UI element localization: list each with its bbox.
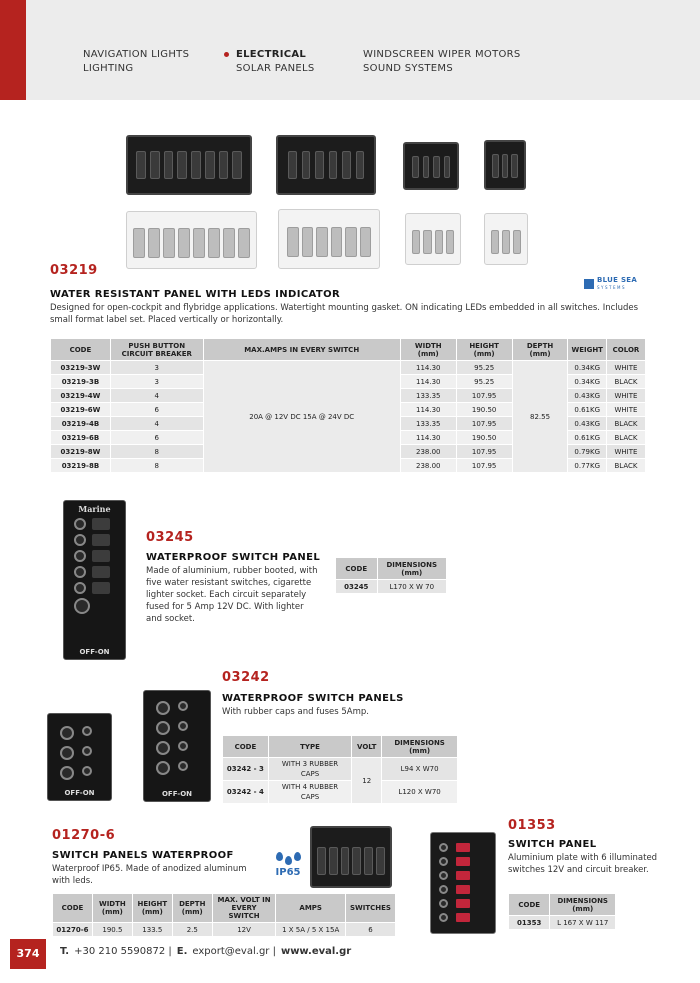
- col-header-dimensions: DIMENSIONS (mm): [377, 558, 446, 580]
- product-desc-03242: With rubber caps and fuses 5Amp.: [222, 707, 369, 717]
- table-row: 03219-6W 6 114.30 190.50 0.61KG WHITE: [51, 403, 646, 417]
- blue-sea-logo: [584, 277, 650, 291]
- col-header-code: CODE: [336, 558, 378, 580]
- brand-sub: SYSTEMS: [597, 285, 626, 290]
- page-number: 374: [16, 947, 40, 960]
- product-image-03242-3: [47, 713, 112, 801]
- nav-column-2: [236, 48, 315, 76]
- panel-image-3-switch-white: [484, 213, 528, 265]
- product-code-03245: 03245: [146, 530, 194, 545]
- amps-merged-cell: 20A @ 12V DC 15A @ 24V DC: [203, 361, 400, 473]
- col-header-height: HEIGHT (mm): [132, 894, 172, 923]
- table-row: 03219-4W 4 133.35 107.95 0.43KG WHITE: [51, 389, 646, 403]
- volt-merged-cell: 12: [352, 758, 382, 804]
- panel-image-8-switch-white: [126, 211, 257, 269]
- table-row: 03219-3W 3 20A @ 12V DC 15A @ 24V DC 114.30 95.25 82.55 0.34KG WHITE: [51, 361, 646, 375]
- table-row: 03219-8W 8 238.00 107.95 0.79KG WHITE: [51, 445, 646, 459]
- image-label-marine: Marine: [78, 504, 111, 514]
- col-header-height: HEIGHT (mm): [456, 339, 512, 361]
- spec-table-03242: [222, 735, 458, 804]
- product-desc-01353: Aluminium plate with 6 illuminated switches 12V and circuit breaker.: [508, 853, 658, 875]
- nav-link-solar-panels[interactable]: SOLAR PANELS: [236, 63, 315, 74]
- product-desc-03219: Designed for open-cockpit and flybridge applications. Watertight mounting gasket. ON indicating LEDs embedded in all switches. Includes small format label set. Placed vertically or horizontally.: [50, 303, 639, 325]
- col-header-max-volt: MAX. VOLT IN EVERY SWITCH: [212, 894, 276, 923]
- product-title-03242: WATERPROOF SWITCH PANELS: [222, 693, 404, 704]
- product-image-01270-6: [310, 826, 392, 888]
- product-code-01353: 01353: [508, 818, 556, 833]
- product-code-01270-6: 01270-6: [52, 828, 116, 843]
- col-header-code: CODE: [53, 894, 93, 923]
- table-row: 01353 L 167 X W 117: [509, 916, 616, 930]
- table-row: 03219-8B 8 238.00 107.95 0.77KG BLACK: [51, 459, 646, 473]
- image-label-off-on: OFF-ON: [64, 789, 95, 797]
- website-link[interactable]: www.eval.gr: [280, 946, 352, 957]
- nav-link-navigation-lights[interactable]: NAVIGATION LIGHTS: [83, 49, 190, 60]
- panel-image-4-switch-black: [403, 142, 459, 190]
- product-code-03242: 03242: [222, 670, 270, 685]
- col-header-code: CODE: [509, 894, 550, 916]
- col-header-amps: MAX.AMPS IN EVERY SWITCH: [203, 339, 400, 361]
- water-drops-icon: [273, 852, 303, 865]
- col-header-dimensions: DIMENSIONS (mm): [382, 736, 458, 758]
- col-header-width: WIDTH (mm): [92, 894, 132, 923]
- tel-label: T.: [60, 946, 70, 957]
- email-link[interactable]: export@eval.gr |: [192, 946, 276, 957]
- col-header-amps: AMPS: [276, 894, 346, 923]
- brand-name: BLUE SEA: [597, 276, 638, 284]
- panel-image-3-switch-black: [484, 140, 526, 190]
- product-desc-01270-6: Waterproof IP65. Made of anodized aluminum with leds.: [52, 864, 247, 886]
- product-desc-03245: Made of aluminium, rubber booted, with five water resistant switches, cigarette lighter socket. Each circuit separately fused for 5 Amp 12V DC. With lighter and socket.: [146, 566, 318, 624]
- panel-image-6-switch-black: [276, 135, 376, 195]
- table-row: 03219-4B 4 133.35 107.95 0.43KG BLACK: [51, 417, 646, 431]
- ip65-label: IP65: [275, 867, 301, 878]
- col-header-depth: DEPTH (mm): [512, 339, 568, 361]
- table-row: 03245 L170 X W 70: [336, 580, 447, 594]
- blue-sea-logo-icon: [584, 279, 594, 289]
- product-image-01353: [430, 832, 496, 934]
- nav-link-sound-systems[interactable]: SOUND SYSTEMS: [363, 63, 454, 74]
- nav-link-electrical[interactable]: ELECTRICAL: [236, 49, 307, 60]
- panel-image-6-switch-white: [278, 209, 380, 269]
- col-header-type: TYPE: [268, 736, 351, 758]
- ip65-badge: [273, 852, 303, 886]
- image-label-off-on: OFF-ON: [79, 648, 110, 656]
- table-row: 03242 - 3 WITH 3 RUBBER CAPS 12 L94 X W70: [223, 758, 458, 781]
- col-header-color: COLOR: [606, 339, 645, 361]
- section-marker: [0, 0, 26, 100]
- table-row: 01270-6 190.5 133.5 2.5 12V 1 X 5A / 5 X 15A 6: [53, 923, 396, 937]
- image-label-off-on: OFF-ON: [161, 790, 192, 798]
- col-header-code: CODE: [51, 339, 111, 361]
- product-code-03219: 03219: [50, 263, 98, 278]
- col-header-width: WIDTH (mm): [400, 339, 456, 361]
- spec-table-01270-6: [52, 893, 396, 937]
- tel-value[interactable]: +30 210 5590872 |: [74, 946, 172, 957]
- panel-image-8-switch-black: [126, 135, 252, 195]
- product-title-01353: SWITCH PANEL: [508, 839, 597, 850]
- email-label: E.: [176, 946, 188, 957]
- nav-link-lighting[interactable]: LIGHTING: [83, 63, 134, 74]
- product-image-03245: [63, 500, 126, 660]
- depth-merged-cell: 82.55: [512, 361, 568, 473]
- product-image-03242-4: [143, 690, 211, 802]
- table-row: 03219-3B 3 114.30 95.25 0.34KG BLACK: [51, 375, 646, 389]
- nav-link-windscreen-wiper-motors[interactable]: WINDSCREEN WIPER MOTORS: [363, 49, 521, 60]
- panel-image-4-switch-white: [405, 213, 461, 265]
- spec-table-01353: [508, 893, 616, 930]
- col-header-code: CODE: [223, 736, 269, 758]
- col-header-depth: DEPTH (mm): [172, 894, 212, 923]
- table-row: 03219-6B 6 114.30 190.50 0.61KG BLACK: [51, 431, 646, 445]
- nav-column-1: [83, 48, 189, 76]
- product-title-03219: WATER RESISTANT PANEL WITH LEDS INDICATOR: [50, 289, 341, 300]
- spec-table-03245: [335, 557, 447, 594]
- col-header-switches: SWITCHES: [345, 894, 395, 923]
- col-header-breaker: PUSH BUTTON CIRCUIT BREAKER: [110, 339, 203, 361]
- spec-table-03219: [50, 338, 646, 473]
- table-row: 03242 - 4 WITH 4 RUBBER CAPS L120 X W70: [223, 781, 458, 804]
- col-header-dimensions: DIMENSIONS (mm): [550, 894, 616, 916]
- col-header-volt: VOLT: [352, 736, 382, 758]
- active-bullet-icon: [224, 52, 229, 57]
- product-title-01270-6: SWITCH PANELS WATERPROOF: [52, 850, 234, 861]
- footer-contact: [60, 946, 351, 957]
- col-header-weight: WEIGHT: [568, 339, 607, 361]
- nav-column-3: [363, 48, 521, 76]
- product-title-03245: WATERPROOF SWITCH PANEL: [146, 552, 321, 563]
